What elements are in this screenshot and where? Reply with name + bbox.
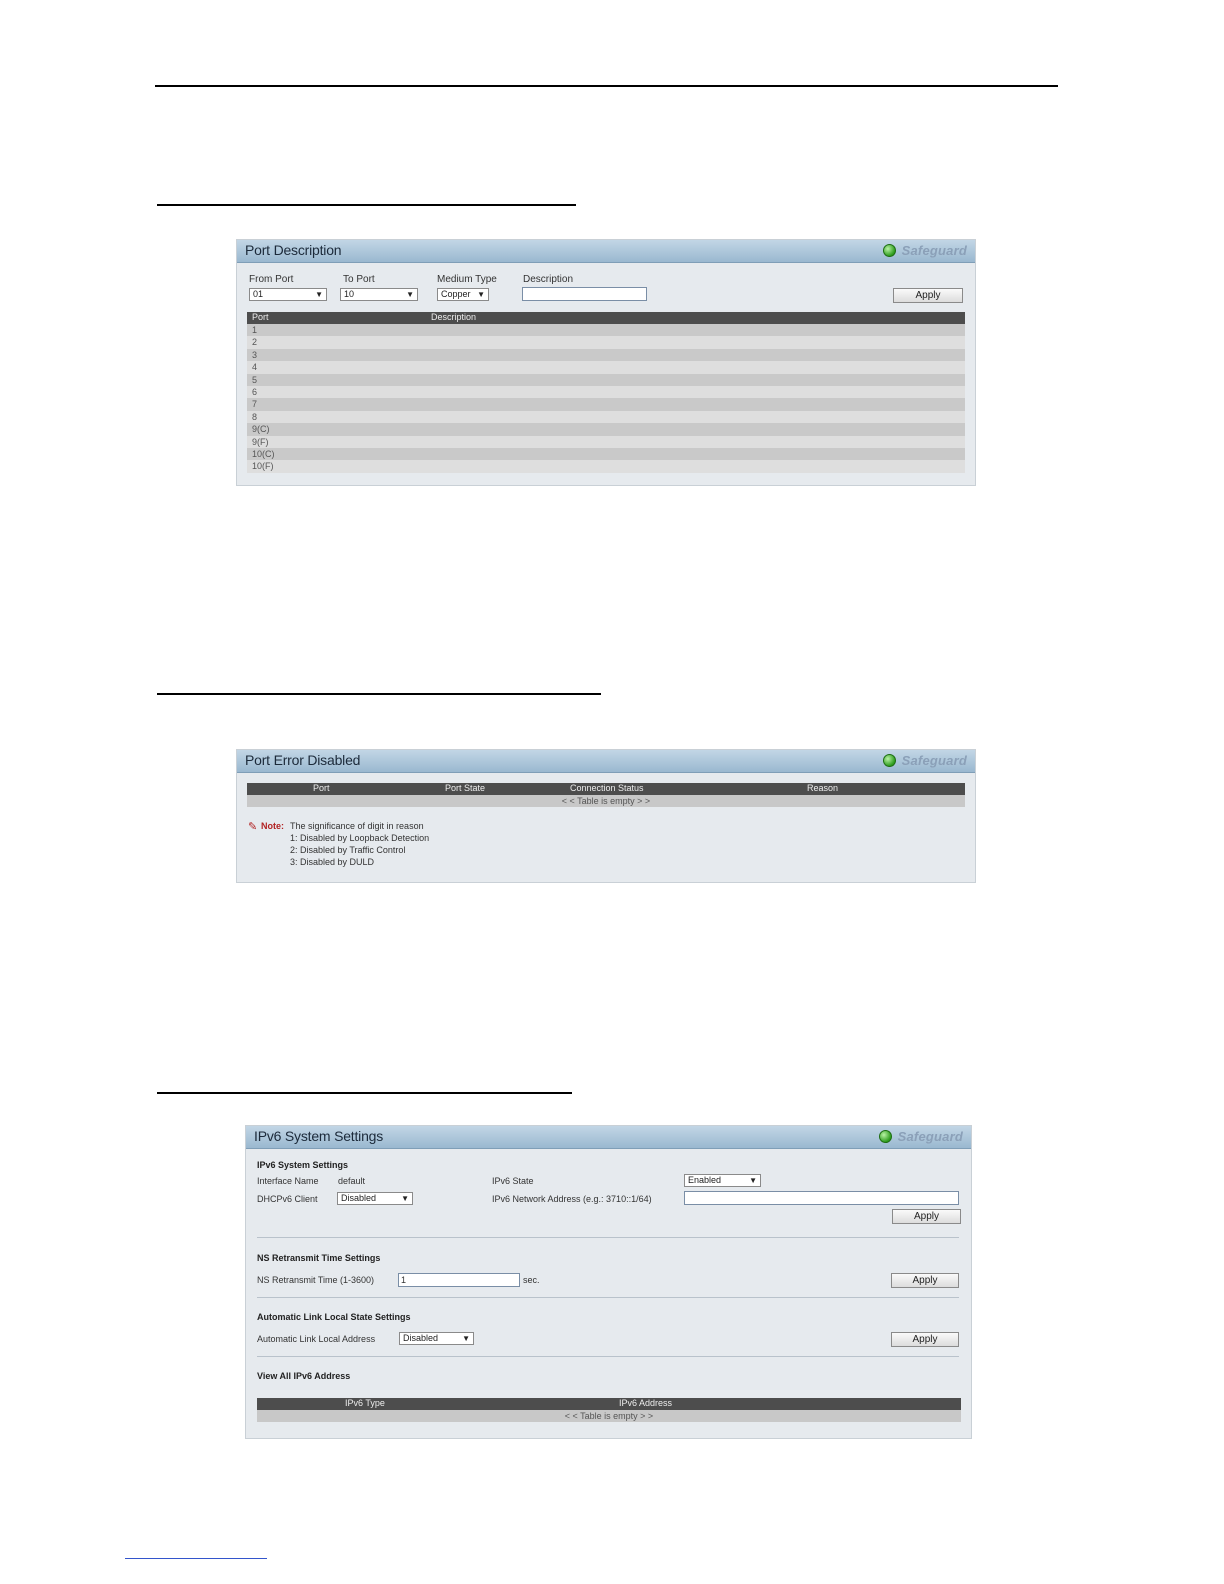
description-label: Description xyxy=(523,274,574,285)
port-cell: 9(F) xyxy=(252,436,269,447)
table-header xyxy=(247,312,965,324)
dhcpv6-client-label: DHCPv6 Client xyxy=(257,1194,318,1204)
from-port-select[interactable] xyxy=(249,288,327,301)
table-row xyxy=(247,386,965,398)
dropdown-arrow-icon: ▼ xyxy=(477,290,485,299)
apply-button-ns[interactable]: Apply xyxy=(891,1273,959,1288)
to-port-value: 10 xyxy=(344,289,355,299)
port-cell: 7 xyxy=(252,399,258,410)
auto-link-local-select[interactable] xyxy=(399,1332,474,1345)
table-row xyxy=(247,448,965,460)
table-row xyxy=(247,398,965,410)
table-header xyxy=(247,783,965,795)
column-header-reason: Reason xyxy=(807,783,839,793)
table-row xyxy=(247,423,965,435)
safeguard-label: Safeguard xyxy=(901,243,967,258)
note-line-0: The significance of digit in reason xyxy=(290,821,424,831)
table-row xyxy=(247,349,965,361)
column-header-ipv6-address: IPv6 Address xyxy=(619,1398,673,1408)
dhcpv6-client-value: Disabled xyxy=(341,1193,377,1203)
safeguard-status-icon xyxy=(879,1130,892,1143)
safeguard-indicator xyxy=(879,1129,963,1144)
port-cell: 10(F) xyxy=(252,461,274,472)
port-cell: 6 xyxy=(252,387,258,397)
port-cell: 9(C) xyxy=(252,424,270,435)
description-input[interactable] xyxy=(522,287,647,301)
table-row xyxy=(247,436,965,448)
safeguard-label: Safeguard xyxy=(901,753,967,768)
panel-title: Port Description xyxy=(245,242,342,258)
table-empty-text: < < Table is empty > > xyxy=(564,1411,654,1421)
panel-title: Port Error Disabled xyxy=(245,752,361,768)
port-cell: 2 xyxy=(252,337,258,348)
page-header-rule xyxy=(155,85,1058,87)
port-error-disabled-panel xyxy=(236,749,976,883)
interface-name-label: Interface Name xyxy=(257,1176,319,1186)
medium-type-label: Medium Type xyxy=(437,274,497,285)
apply-button[interactable]: Apply xyxy=(893,288,963,303)
from-port-value: 01 xyxy=(253,289,264,299)
safeguard-indicator xyxy=(883,753,967,768)
panel-title: IPv6 System Settings xyxy=(254,1128,384,1144)
port-cell: 5 xyxy=(252,374,258,385)
ns-retransmit-label: NS Retransmit Time (1-3600) xyxy=(257,1275,375,1285)
ipv6-state-value: Enabled xyxy=(688,1175,722,1185)
panel-header xyxy=(237,240,975,263)
dropdown-arrow-icon: ▼ xyxy=(315,290,323,299)
apply-button-system[interactable]: Apply xyxy=(892,1209,961,1224)
port-cell: 10(C) xyxy=(252,449,275,459)
note-label: Note: xyxy=(261,821,284,831)
auto-link-local-label: Automatic Link Local Address xyxy=(257,1334,376,1344)
ns-retransmit-input[interactable]: 1 xyxy=(398,1273,520,1287)
note-line-2: 2: Disabled by Traffic Control xyxy=(290,845,406,855)
section-title-auto-link-local: Automatic Link Local State Settings xyxy=(257,1312,411,1322)
section-rule-1 xyxy=(157,204,576,206)
panel-header xyxy=(246,1126,971,1149)
interface-name-value: default xyxy=(338,1176,366,1186)
dropdown-arrow-icon: ▼ xyxy=(462,1334,470,1343)
ipv6-state-select[interactable] xyxy=(684,1174,761,1187)
table-empty-row xyxy=(247,795,965,807)
medium-type-select[interactable] xyxy=(437,288,489,301)
column-header-port: Port xyxy=(252,312,269,322)
auto-link-local-value: Disabled xyxy=(403,1333,439,1343)
panel-header xyxy=(237,750,975,773)
section-divider xyxy=(257,1356,959,1357)
table-row xyxy=(247,411,965,423)
safeguard-label: Safeguard xyxy=(897,1129,963,1144)
table-empty-text: < < Table is empty > > xyxy=(561,796,651,806)
section-divider xyxy=(257,1297,959,1298)
dropdown-arrow-icon: ▼ xyxy=(401,1194,409,1203)
footer-link-rule xyxy=(125,1558,267,1559)
ipv6-system-settings-panel xyxy=(245,1125,972,1439)
section-divider xyxy=(257,1237,959,1238)
section-rule-2 xyxy=(157,693,601,695)
dropdown-arrow-icon: ▼ xyxy=(749,1176,757,1185)
medium-type-value: Copper xyxy=(441,289,471,299)
table-row xyxy=(247,324,965,336)
table-empty-row xyxy=(257,1410,961,1422)
port-cell: 4 xyxy=(252,362,258,373)
section-title-ipv6-system: IPv6 System Settings xyxy=(257,1160,349,1170)
table-row xyxy=(247,361,965,373)
network-address-input[interactable] xyxy=(684,1191,959,1205)
port-cell: 1 xyxy=(252,325,258,335)
to-port-select[interactable] xyxy=(340,288,418,301)
note-pencil-icon: ✎ xyxy=(248,821,258,833)
column-header-port-state: Port State xyxy=(445,783,486,793)
safeguard-status-icon xyxy=(883,244,896,257)
section-title-ns-retransmit: NS Retransmit Time Settings xyxy=(257,1253,381,1263)
port-description-panel xyxy=(236,239,976,486)
network-address-label: IPv6 Network Address (e.g.: 3710::1/64) xyxy=(492,1194,652,1204)
column-header-description: Description xyxy=(431,312,477,322)
port-cell: 3 xyxy=(252,349,258,360)
port-cell: 8 xyxy=(252,411,258,422)
dhcpv6-client-select[interactable] xyxy=(337,1192,413,1205)
safeguard-indicator xyxy=(883,243,967,258)
note-line-3: 3: Disabled by DULD xyxy=(290,857,375,867)
to-port-label: To Port xyxy=(343,274,375,285)
ns-unit-label: sec. xyxy=(523,1275,540,1285)
dropdown-arrow-icon: ▼ xyxy=(406,290,414,299)
ipv6-state-label: IPv6 State xyxy=(492,1176,534,1186)
column-header-connection-status: Connection Status xyxy=(570,783,644,793)
column-header-port: Port xyxy=(313,783,330,793)
table-header xyxy=(257,1398,961,1410)
apply-button-auto-link[interactable]: Apply xyxy=(891,1332,959,1347)
safeguard-status-icon xyxy=(883,754,896,767)
from-port-label: From Port xyxy=(249,274,294,285)
table-row xyxy=(247,374,965,386)
table-row xyxy=(247,336,965,348)
column-header-ipv6-type: IPv6 Type xyxy=(345,1398,385,1408)
section-title-view-all: View All IPv6 Address xyxy=(257,1371,351,1381)
section-rule-3 xyxy=(157,1092,572,1094)
note-line-1: 1: Disabled by Loopback Detection xyxy=(290,833,430,843)
table-row xyxy=(247,460,965,472)
